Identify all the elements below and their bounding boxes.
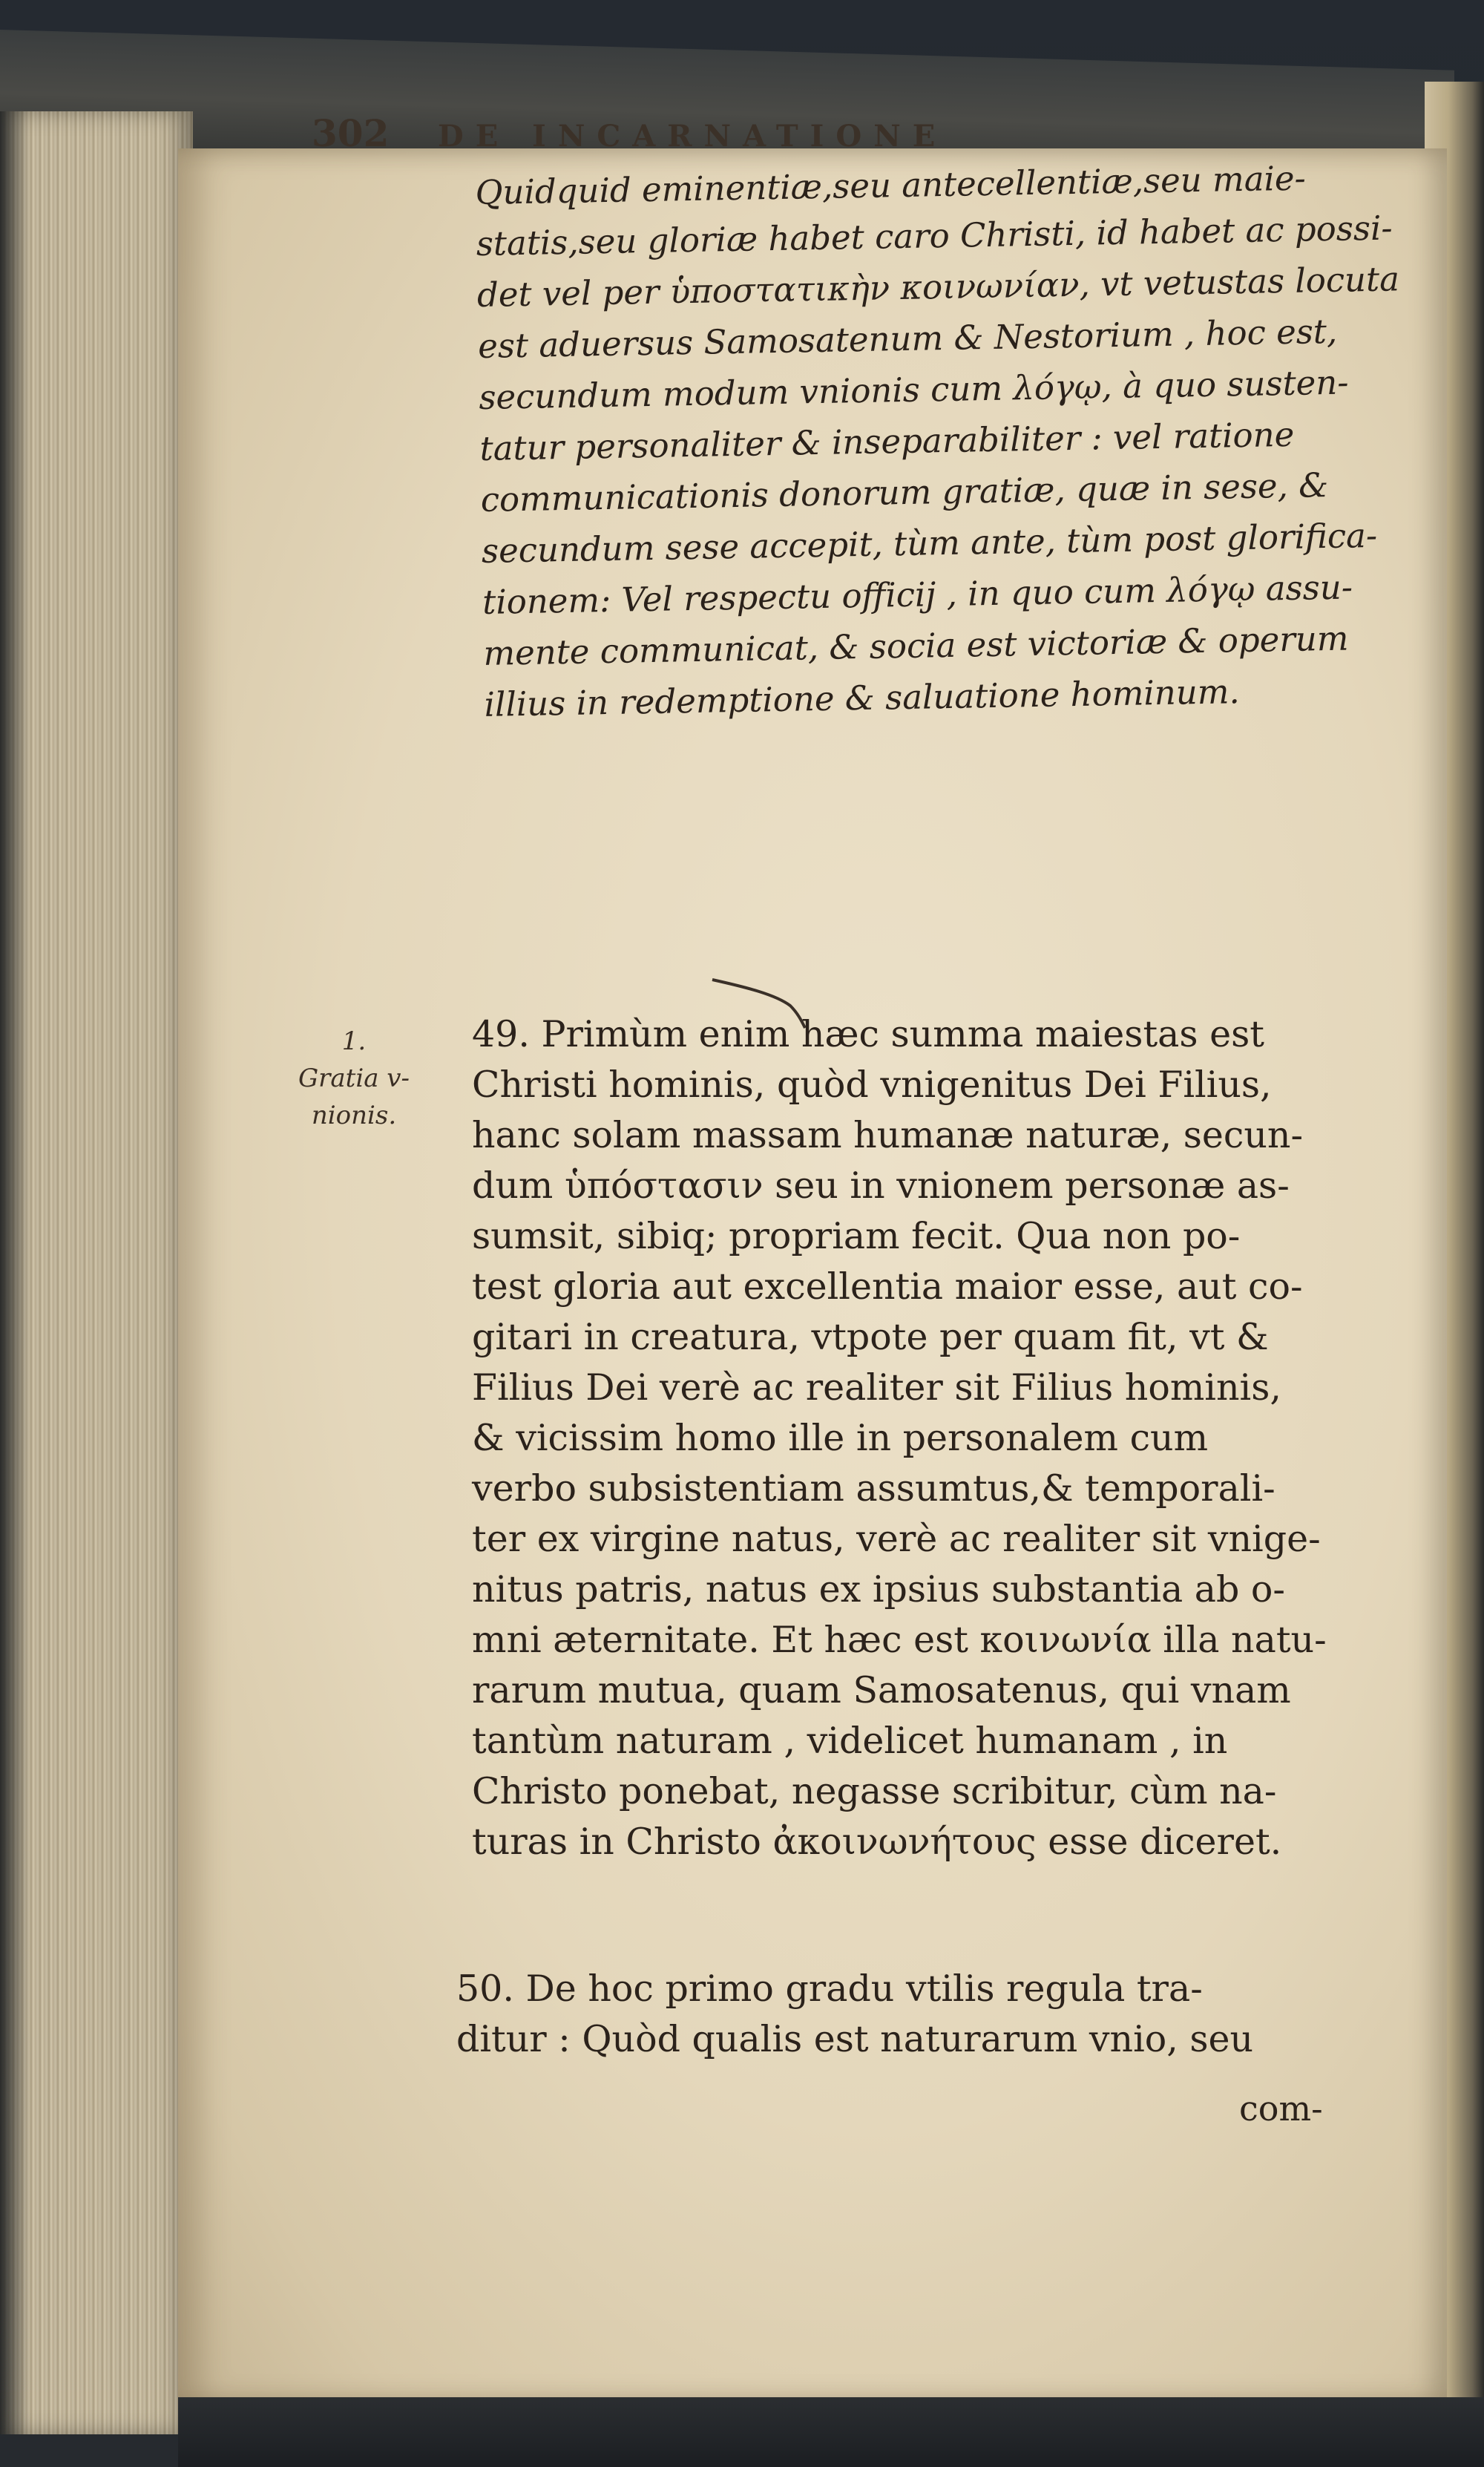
text-line: ter ex virgine natus, verè ac realiter sit vnige- [472, 1518, 1321, 1560]
text-line: Filius Dei verè ac realiter sit Filius hominis, [472, 1366, 1281, 1409]
text-line: gitari in creatura, vtpote per quam fit, vt & [472, 1316, 1269, 1358]
text-line: sumsit, sibiq; propriam fecit. Qua non po- [472, 1215, 1241, 1257]
margin-note [276, 1023, 432, 1134]
paragraph-50 [456, 1964, 1391, 2065]
italic-line: secundum modum vnionis cum λόγῳ, à quo susten- [478, 362, 1349, 417]
text-line: ditur : Quòd qualis est naturarum vnio, seu [456, 2018, 1254, 2060]
italic-line: illius in redemptione & saluatione hominum. [484, 672, 1241, 724]
text-line: turas in Christo ἀκοινωνήτους esse diceret. [472, 1821, 1282, 1863]
text-line: Christi hominis, quòd vnigenitus Dei Filius, [472, 1064, 1272, 1106]
page-number: 302 [312, 111, 390, 155]
italic-line: tionem: Vel respectu officij , in quo cum λόγῳ assu- [482, 567, 1353, 622]
italic-line: statis,seu gloriæ habet caro Christi, id habet ac possi- [476, 208, 1393, 263]
stacked-page-edges [0, 111, 193, 2434]
italic-line: secundum sese accepit, tùm ante, tùm post glorifica- [481, 515, 1378, 571]
italic-line: Quidquid eminentiæ,seu antecellentiæ,seu maie- [475, 158, 1307, 212]
paragraph-49 [472, 1009, 1385, 1867]
text-line: 49. Primùm enim hæc summa maiestas est [472, 1013, 1264, 1055]
text-line: & vicissim homo ille in personalem cum [472, 1417, 1209, 1459]
margin-note-line: Gratia v- [298, 1064, 410, 1093]
italic-line: est aduersus Samosatenum & Nestorium , hoc est, [477, 311, 1338, 366]
text-line: test gloria aut excellentia maior esse, aut co- [472, 1265, 1303, 1308]
text-line: nitus patris, natus ex ipsius substantia ab o- [472, 1568, 1285, 1611]
text-line: tantùm naturam , videlicet humanam , in [472, 1720, 1228, 1762]
text-line: hanc solam massam humanæ naturæ, secun- [472, 1114, 1304, 1156]
running-title: DE INCARNATIONE [438, 119, 948, 154]
text-line: mni æternitate. Et hæc est κοινωνία illa natu- [472, 1619, 1327, 1661]
text-line: verbo subsistentiam assumtus,& temporali- [472, 1467, 1275, 1510]
catchword: com- [1239, 2088, 1323, 2129]
text-line: rarum mutua, quam Samosatenus, qui vnam [472, 1669, 1291, 1711]
text-line: dum ὑπόστασιν seu in vnionem personæ as- [472, 1164, 1290, 1207]
italic-line: tatur personaliter & inseparabiliter : vel ratione [479, 414, 1295, 468]
margin-note-line: nionis. [311, 1101, 397, 1130]
margin-note-number: 1. [341, 1026, 367, 1056]
italic-passage [475, 151, 1400, 730]
italic-line: mente communicat, & socia est victoriæ & operum [482, 618, 1349, 673]
italic-line: det vel per ὑποστατικὴν κοινωνίαν, vt vetustas locuta [476, 259, 1400, 315]
text-line: 50. De hoc primo gradu vtilis regula tra- [456, 1968, 1203, 2010]
page-bottom-shadow [178, 2397, 1484, 2467]
text-line: Christo ponebat, negasse scribitur, cùm na- [472, 1770, 1277, 1812]
italic-line: communicationis donorum gratiæ, quæ in sese, & [480, 465, 1329, 520]
